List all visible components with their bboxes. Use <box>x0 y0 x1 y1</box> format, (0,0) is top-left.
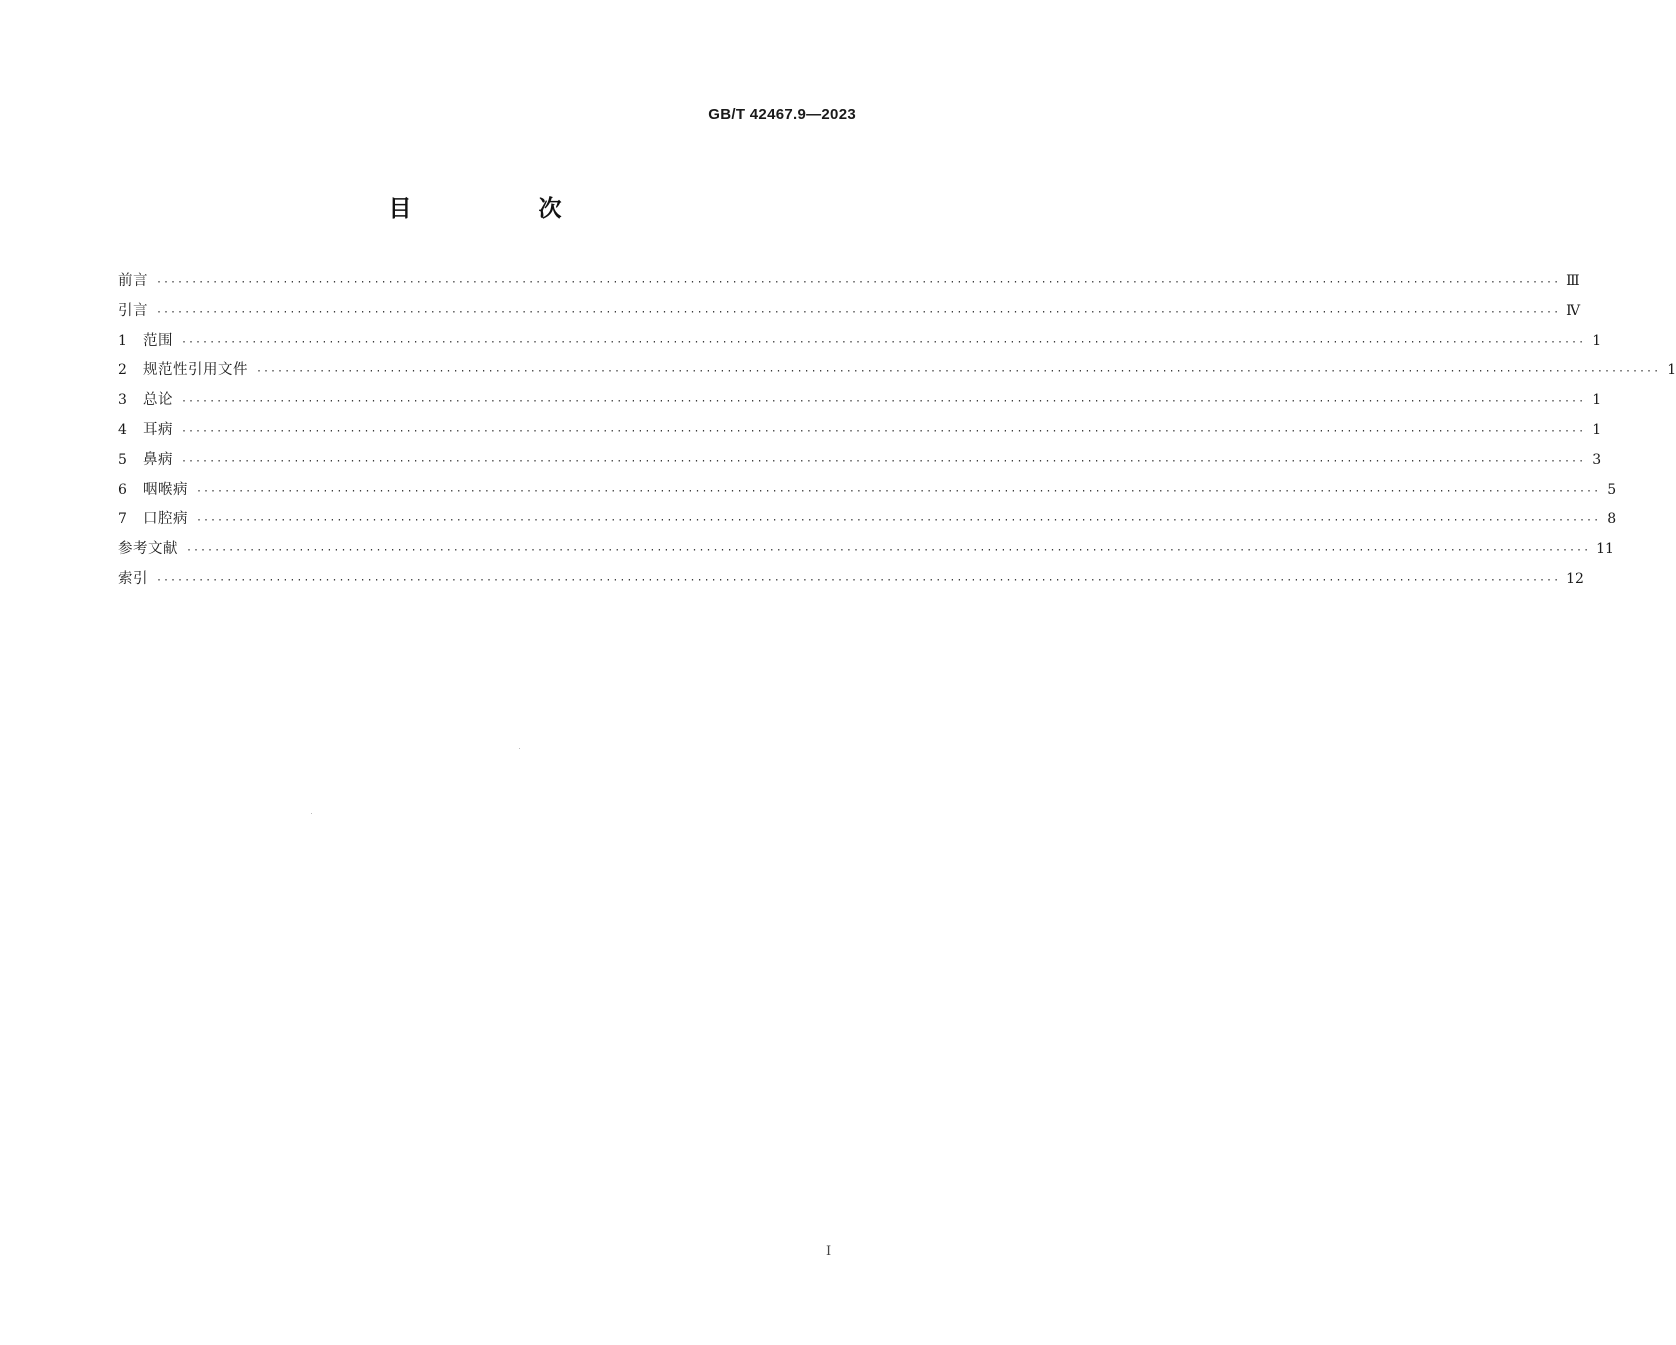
toc-entry-number: 1 <box>118 332 127 349</box>
toc-entry-number: 3 <box>118 392 127 409</box>
toc-entry-scope[interactable] <box>118 329 1602 359</box>
toc-entry-oral-disease[interactable] <box>118 507 1617 537</box>
toc-entry-label: 总论 <box>143 392 173 409</box>
toc-entry-foreword[interactable] <box>118 269 1580 299</box>
toc-leader-dots: ········································································································································································································ <box>181 455 1586 467</box>
page-title: 目 次 <box>388 196 614 222</box>
toc-leader-dots: ········································································································································································································ <box>181 425 1586 437</box>
toc-entry-page: 11 <box>1596 541 1614 558</box>
toc-leader-dots: ········································································································································································································ <box>156 574 1561 586</box>
toc-leader-dots: ········································································································································································································ <box>181 336 1586 348</box>
toc-leader-dots: ········································································································································································································ <box>196 515 1601 527</box>
toc-entry-normative-references[interactable] <box>118 358 1676 388</box>
toc-entry-page: Ⅲ <box>1566 273 1580 289</box>
toc-entry-label: 参考文献 <box>118 541 178 558</box>
toc-entry-number: 4 <box>118 421 127 438</box>
toc-leader-dots: ········································································································································································································ <box>186 545 1591 557</box>
toc-entry-label: 前言 <box>118 273 148 289</box>
toc-entry-number: 6 <box>118 481 127 498</box>
toc-leader-dots: ········································································································································································································ <box>256 366 1661 378</box>
table-of-contents <box>118 269 1676 597</box>
scan-speck <box>519 748 520 749</box>
toc-entry-page: 1 <box>1592 421 1602 438</box>
toc-entry-general[interactable] <box>118 388 1602 418</box>
toc-entry-page: 12 <box>1566 570 1584 587</box>
toc-entry-label: 规范性引用文件 <box>143 362 248 379</box>
toc-entry-throat-disease[interactable] <box>118 478 1617 508</box>
toc-entry-label: 口腔病 <box>143 511 188 528</box>
standard-code: GB/T 42467.9—2023 <box>708 106 856 123</box>
toc-entry-page: 1 <box>1667 362 1676 379</box>
toc-entry-label: 范围 <box>143 332 173 349</box>
scan-speck <box>311 813 312 814</box>
toc-entry-ear-disease[interactable] <box>118 418 1602 448</box>
toc-leader-dots: ········································································································································································································ <box>196 485 1601 497</box>
toc-entry-page: 3 <box>1592 451 1602 468</box>
toc-entry-number: 2 <box>118 362 127 379</box>
toc-entry-page: Ⅳ <box>1566 302 1581 319</box>
toc-entry-page: 1 <box>1592 332 1602 349</box>
toc-leader-dots: ········································································································································································································ <box>181 396 1586 408</box>
page-number: Ⅰ <box>826 1244 832 1259</box>
toc-leader-dots: ········································································································································································································ <box>156 306 1561 318</box>
toc-entry-bibliography[interactable] <box>118 537 1614 567</box>
toc-entry-page: 8 <box>1607 511 1617 528</box>
toc-entry-label: 引言 <box>118 302 148 319</box>
toc-entry-index[interactable] <box>118 567 1584 597</box>
toc-entry-introduction[interactable] <box>118 299 1581 329</box>
toc-entry-page: 1 <box>1592 392 1602 409</box>
toc-entry-label: 耳病 <box>143 421 173 438</box>
toc-entry-number: 5 <box>118 451 127 468</box>
toc-entry-number: 7 <box>118 511 127 528</box>
toc-entry-label: 咽喉病 <box>143 481 188 498</box>
toc-leader-dots: ········································································································································································································ <box>156 277 1561 288</box>
toc-entry-label: 索引 <box>118 570 148 587</box>
toc-entry-page: 5 <box>1607 481 1617 498</box>
toc-entry-label: 鼻病 <box>143 451 173 468</box>
toc-entry-nose-disease[interactable] <box>118 448 1602 478</box>
